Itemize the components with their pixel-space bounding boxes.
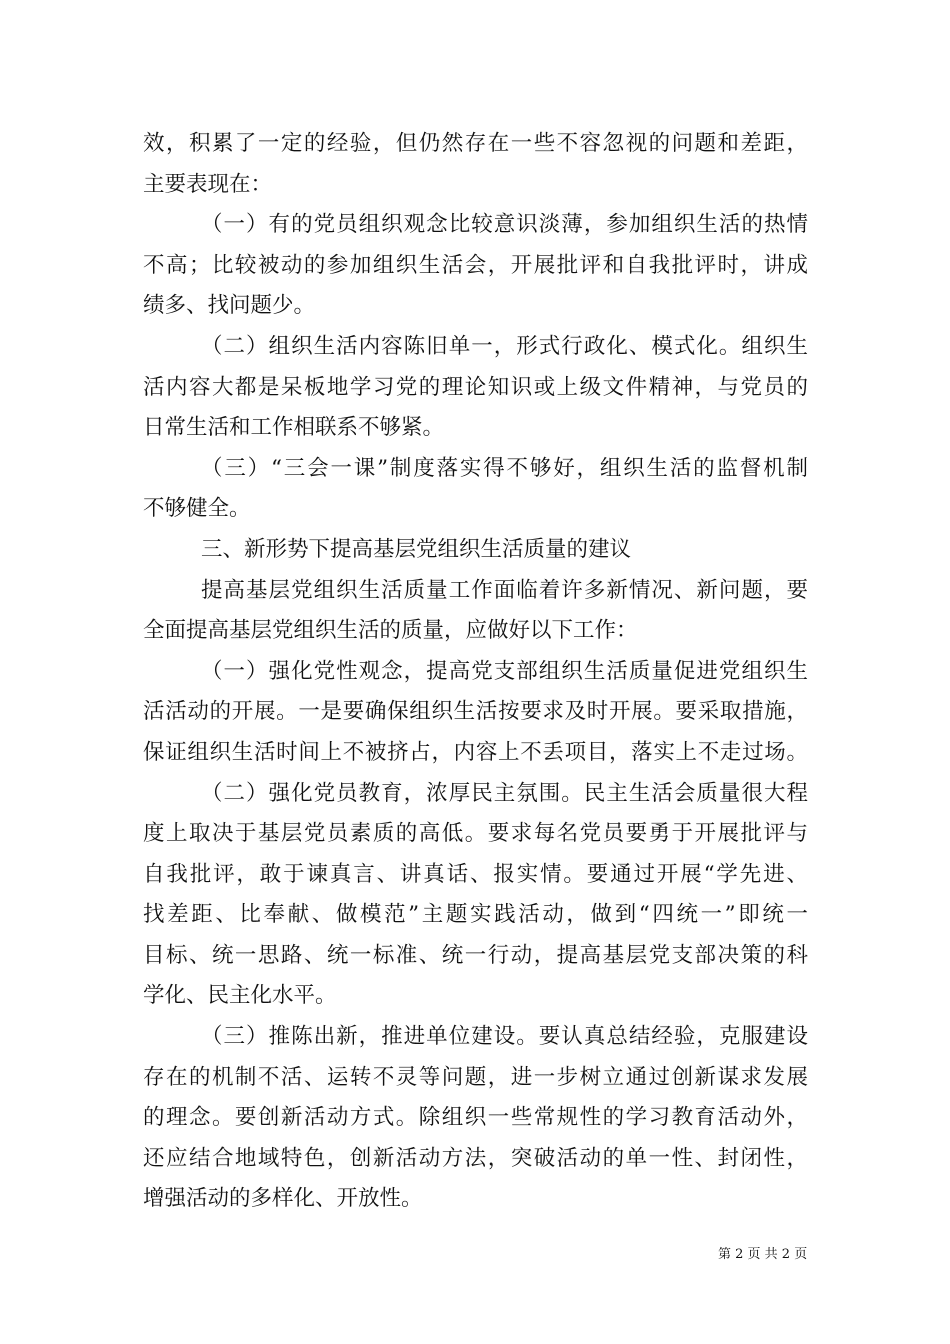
text-line: 活活动的开展。一是要确保组织生活按要求及时开展。要采取措施， xyxy=(143,699,808,725)
text-line: （一）有的党员组织观念比较意识淡薄，参加组织生活的热情 xyxy=(201,212,808,238)
text-line: 找差距、比奉献、做模范”主题实践活动，做到“四统一”即统一 xyxy=(143,902,808,928)
text-line: 不够健全。 xyxy=(143,496,251,522)
text-line: 目标、统一思路、统一标准、统一行动，提高基层党支部决策的科 xyxy=(143,942,808,968)
text-line: （一）强化党性观念，提高党支部组织生活质量促进党组织生 xyxy=(201,658,808,684)
text-line: 自我批评，敢于谏真言、讲真话、报实情。要通过开展“学先进、 xyxy=(143,861,808,887)
text-line: 活内容大都是呆板地学习党的理论知识或上级文件精神，与党员的 xyxy=(143,374,808,400)
text-line: 全面提高基层党组织生活的质量，应做好以下工作： xyxy=(143,618,638,644)
text-line: 绩多、找问题少。 xyxy=(143,293,316,319)
text-line: （三）“三会一课”制度落实得不够好，组织生活的监督机制 xyxy=(201,455,808,481)
text-line: 增强活动的多样化、开放性。 xyxy=(143,1186,423,1212)
text-line: 保证组织生活时间上不被挤占，内容上不丢项目，落实上不走过场。 xyxy=(143,739,808,765)
text-line: 效，积累了一定的经验，但仍然存在一些不容忽视的问题和差距， xyxy=(143,131,808,156)
text-line: （二）强化党员教育，浓厚民主氛围。民主生活会质量很大程 xyxy=(201,780,808,806)
body-text xyxy=(143,124,808,1220)
text-line: 日常生活和工作相联系不够紧。 xyxy=(143,415,445,441)
text-line: （三）推陈出新，推进单位建设。要认真总结经验，克服建设 xyxy=(201,1024,808,1050)
page-number-footer: 第 2 页 共 2 页 xyxy=(718,1247,808,1262)
text-line: 还应结合地域特色，创新活动方法，突破活动的单一性、封闭性， xyxy=(143,1145,808,1171)
text-line: 的理念。要创新活动方式。除组织一些常规性的学习教育活动外， xyxy=(143,1105,808,1131)
text-line: 三、新形势下提高基层党组织生活质量的建议 xyxy=(201,536,632,562)
text-line: 学化、民主化水平。 xyxy=(143,983,337,1009)
text-line: （二）组织生活内容陈旧单一，形式行政化、模式化。组织生 xyxy=(201,333,808,359)
text-line: 存在的机制不活、运转不灵等问题，进一步树立通过创新谋求发展 xyxy=(143,1064,808,1090)
text-line: 提高基层党组织生活质量工作面临着许多新情况、新问题，要 xyxy=(201,577,808,603)
text-line: 度上取决于基层党员素质的高低。要求每名党员要勇于开展批评与 xyxy=(143,821,808,847)
text-line: 不高；比较被动的参加组织生活会，开展批评和自我批评时，讲成 xyxy=(143,252,808,278)
text-line: 主要表现在： xyxy=(143,171,273,197)
